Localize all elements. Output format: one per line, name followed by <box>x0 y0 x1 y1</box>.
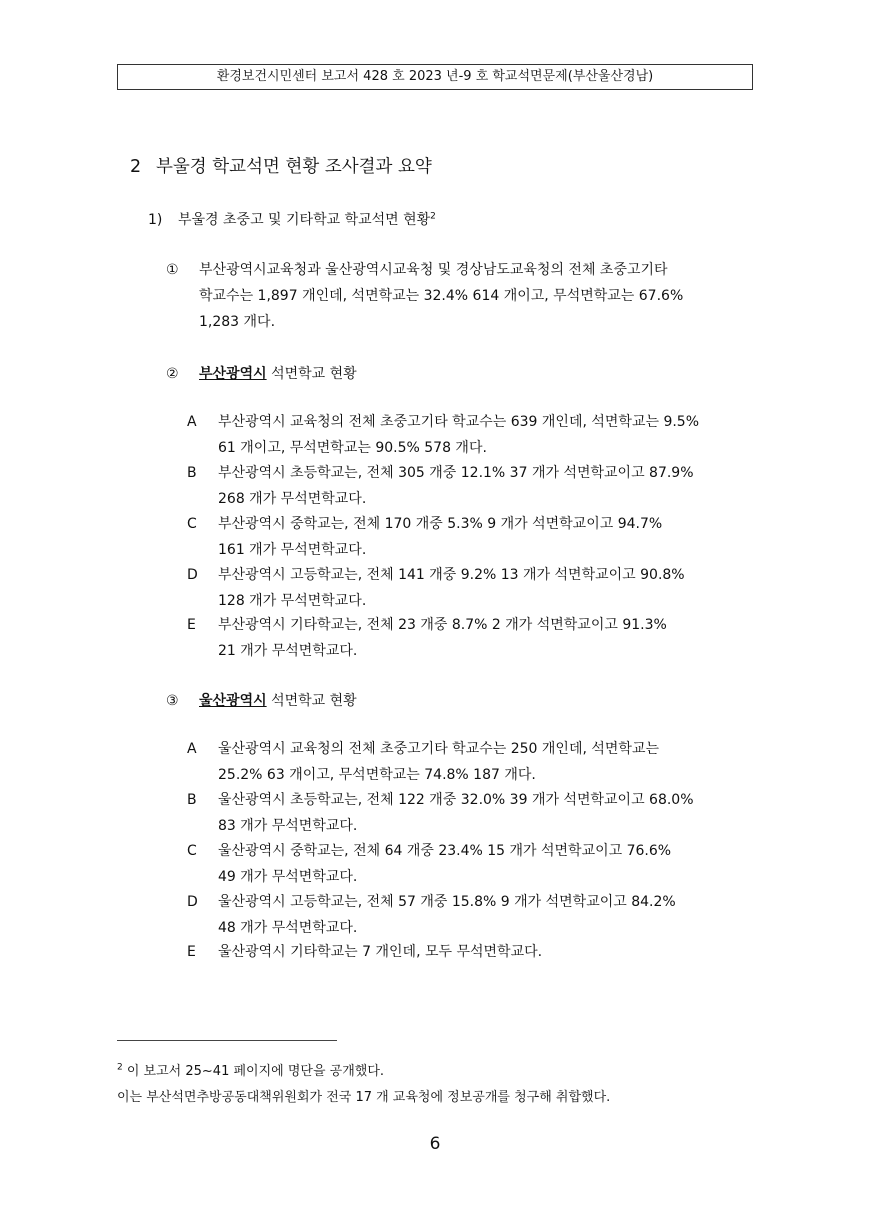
overview-marker: ① <box>166 262 179 278</box>
item-line: 48 개가 무석면학교다. <box>218 920 358 936</box>
item-letter: B <box>187 792 197 808</box>
page-number: 6 <box>429 1134 441 1154</box>
footnote-number: 2 <box>117 1062 123 1073</box>
item-letter: D <box>187 567 198 583</box>
item-letter: C <box>187 516 197 532</box>
overview-line: 학교수는 1,897 개인데, 석면학교는 32.4% 614 개이고, 무석면학교는 67.6% <box>199 288 684 304</box>
item-line: 울산광역시 고등학교는, 전체 57 개중 15.8% 9 개가 석면학교이고 84.2% <box>218 894 676 910</box>
item-line: 울산광역시 기타학교는 7 개인데, 모두 무석면학교다. <box>218 944 543 960</box>
footnote-ref[interactable]: 2 <box>430 211 436 222</box>
item-line: 울산광역시 교육청의 전체 초중고기타 학교수는 250 개인데, 석면학교는 <box>218 741 659 757</box>
item-line: 21 개가 무석면학교다. <box>218 643 358 659</box>
item-letter: E <box>187 617 196 633</box>
section-number: 2 <box>130 157 142 177</box>
subsection-number: 1) <box>148 212 163 228</box>
item-line: 부산광역시 고등학교는, 전체 141 개중 9.2% 13 개가 석면학교이고 90.8% <box>218 567 685 583</box>
item-line: 83 개가 무석면학교다. <box>218 818 358 834</box>
ulsan-item <box>187 838 767 890</box>
busan-item <box>187 460 767 512</box>
busan-heading-suffix: 석면학교 현황 <box>266 366 357 382</box>
busan-heading <box>166 363 357 383</box>
busan-marker: ② <box>166 366 179 382</box>
ulsan-item <box>187 787 767 839</box>
item-line: 부산광역시 중학교는, 전체 170 개중 5.3% 9 개가 석면학교이고 94.7% <box>218 516 663 532</box>
footnote-divider <box>117 1040 337 1041</box>
item-letter: C <box>187 843 197 859</box>
item-line: 128 개가 무석면학교다. <box>218 593 367 609</box>
section-title: 부울경 학교석면 현황 조사결과 요약 <box>156 157 432 177</box>
ulsan-heading <box>166 690 357 710</box>
overview-line: 부산광역시교육청과 울산광역시교육청 및 경상남도교육청의 전체 초중고기타 <box>199 262 668 278</box>
item-line: 울산광역시 중학교는, 전체 64 개중 23.4% 15 개가 석면학교이고 76.6% <box>218 843 672 859</box>
subsection-heading <box>148 209 436 229</box>
report-header: 환경보건시민센터 보고서 428 호 2023 년-9 호 학교석면문제(부산울산경남) <box>117 64 753 90</box>
ulsan-name: 울산광역시 <box>199 693 267 709</box>
item-line: 부산광역시 초등학교는, 전체 305 개중 12.1% 37 개가 석면학교이고 87.9% <box>218 465 694 481</box>
busan-item <box>187 562 767 614</box>
footnote-line: 이 보고서 25~41 페이지에 명단을 공개했다. <box>122 1064 385 1079</box>
item-letter: E <box>187 944 196 960</box>
overview-line: 1,283 개다. <box>199 314 276 330</box>
item-line: 61 개이고, 무석면학교는 90.5% 578 개다. <box>218 440 487 456</box>
item-letter: A <box>187 414 197 430</box>
item-line: 부산광역시 교육청의 전체 초중고기타 학교수는 639 개인데, 석면학교는 9.5% <box>218 414 700 430</box>
item-line: 268 개가 무석면학교다. <box>218 491 367 507</box>
item-letter: A <box>187 741 197 757</box>
footnote <box>117 1060 384 1079</box>
subsection-title: 부울경 초중고 및 기타학교 학교석면 현황 <box>178 212 431 228</box>
item-line: 49 개가 무석면학교다. <box>218 869 358 885</box>
busan-name: 부산광역시 <box>199 366 267 382</box>
ulsan-item <box>187 939 767 965</box>
item-line: 25.2% 63 개이고, 무석면학교는 74.8% 187 개다. <box>218 767 536 783</box>
ulsan-heading-suffix: 석면학교 현황 <box>266 693 357 709</box>
footnote-continuation: 이는 부산석면추방공동대책위원회가 전국 17 개 교육청에 정보공개를 청구해 취합했다. <box>117 1090 611 1105</box>
item-line: 부산광역시 기타학교는, 전체 23 개중 8.7% 2 개가 석면학교이고 91.3% <box>218 617 667 633</box>
item-line: 161 개가 무석면학교다. <box>218 542 367 558</box>
busan-item <box>187 612 767 664</box>
item-letter: D <box>187 894 198 910</box>
ulsan-item <box>187 889 767 941</box>
ulsan-item <box>187 736 767 788</box>
busan-item <box>187 511 767 563</box>
ulsan-marker: ③ <box>166 693 179 709</box>
overview-paragraph <box>166 257 683 335</box>
item-letter: B <box>187 465 197 481</box>
busan-item <box>187 409 767 461</box>
item-line: 울산광역시 초등학교는, 전체 122 개중 32.0% 39 개가 석면학교이고 68.0% <box>218 792 694 808</box>
section-heading <box>130 153 432 178</box>
